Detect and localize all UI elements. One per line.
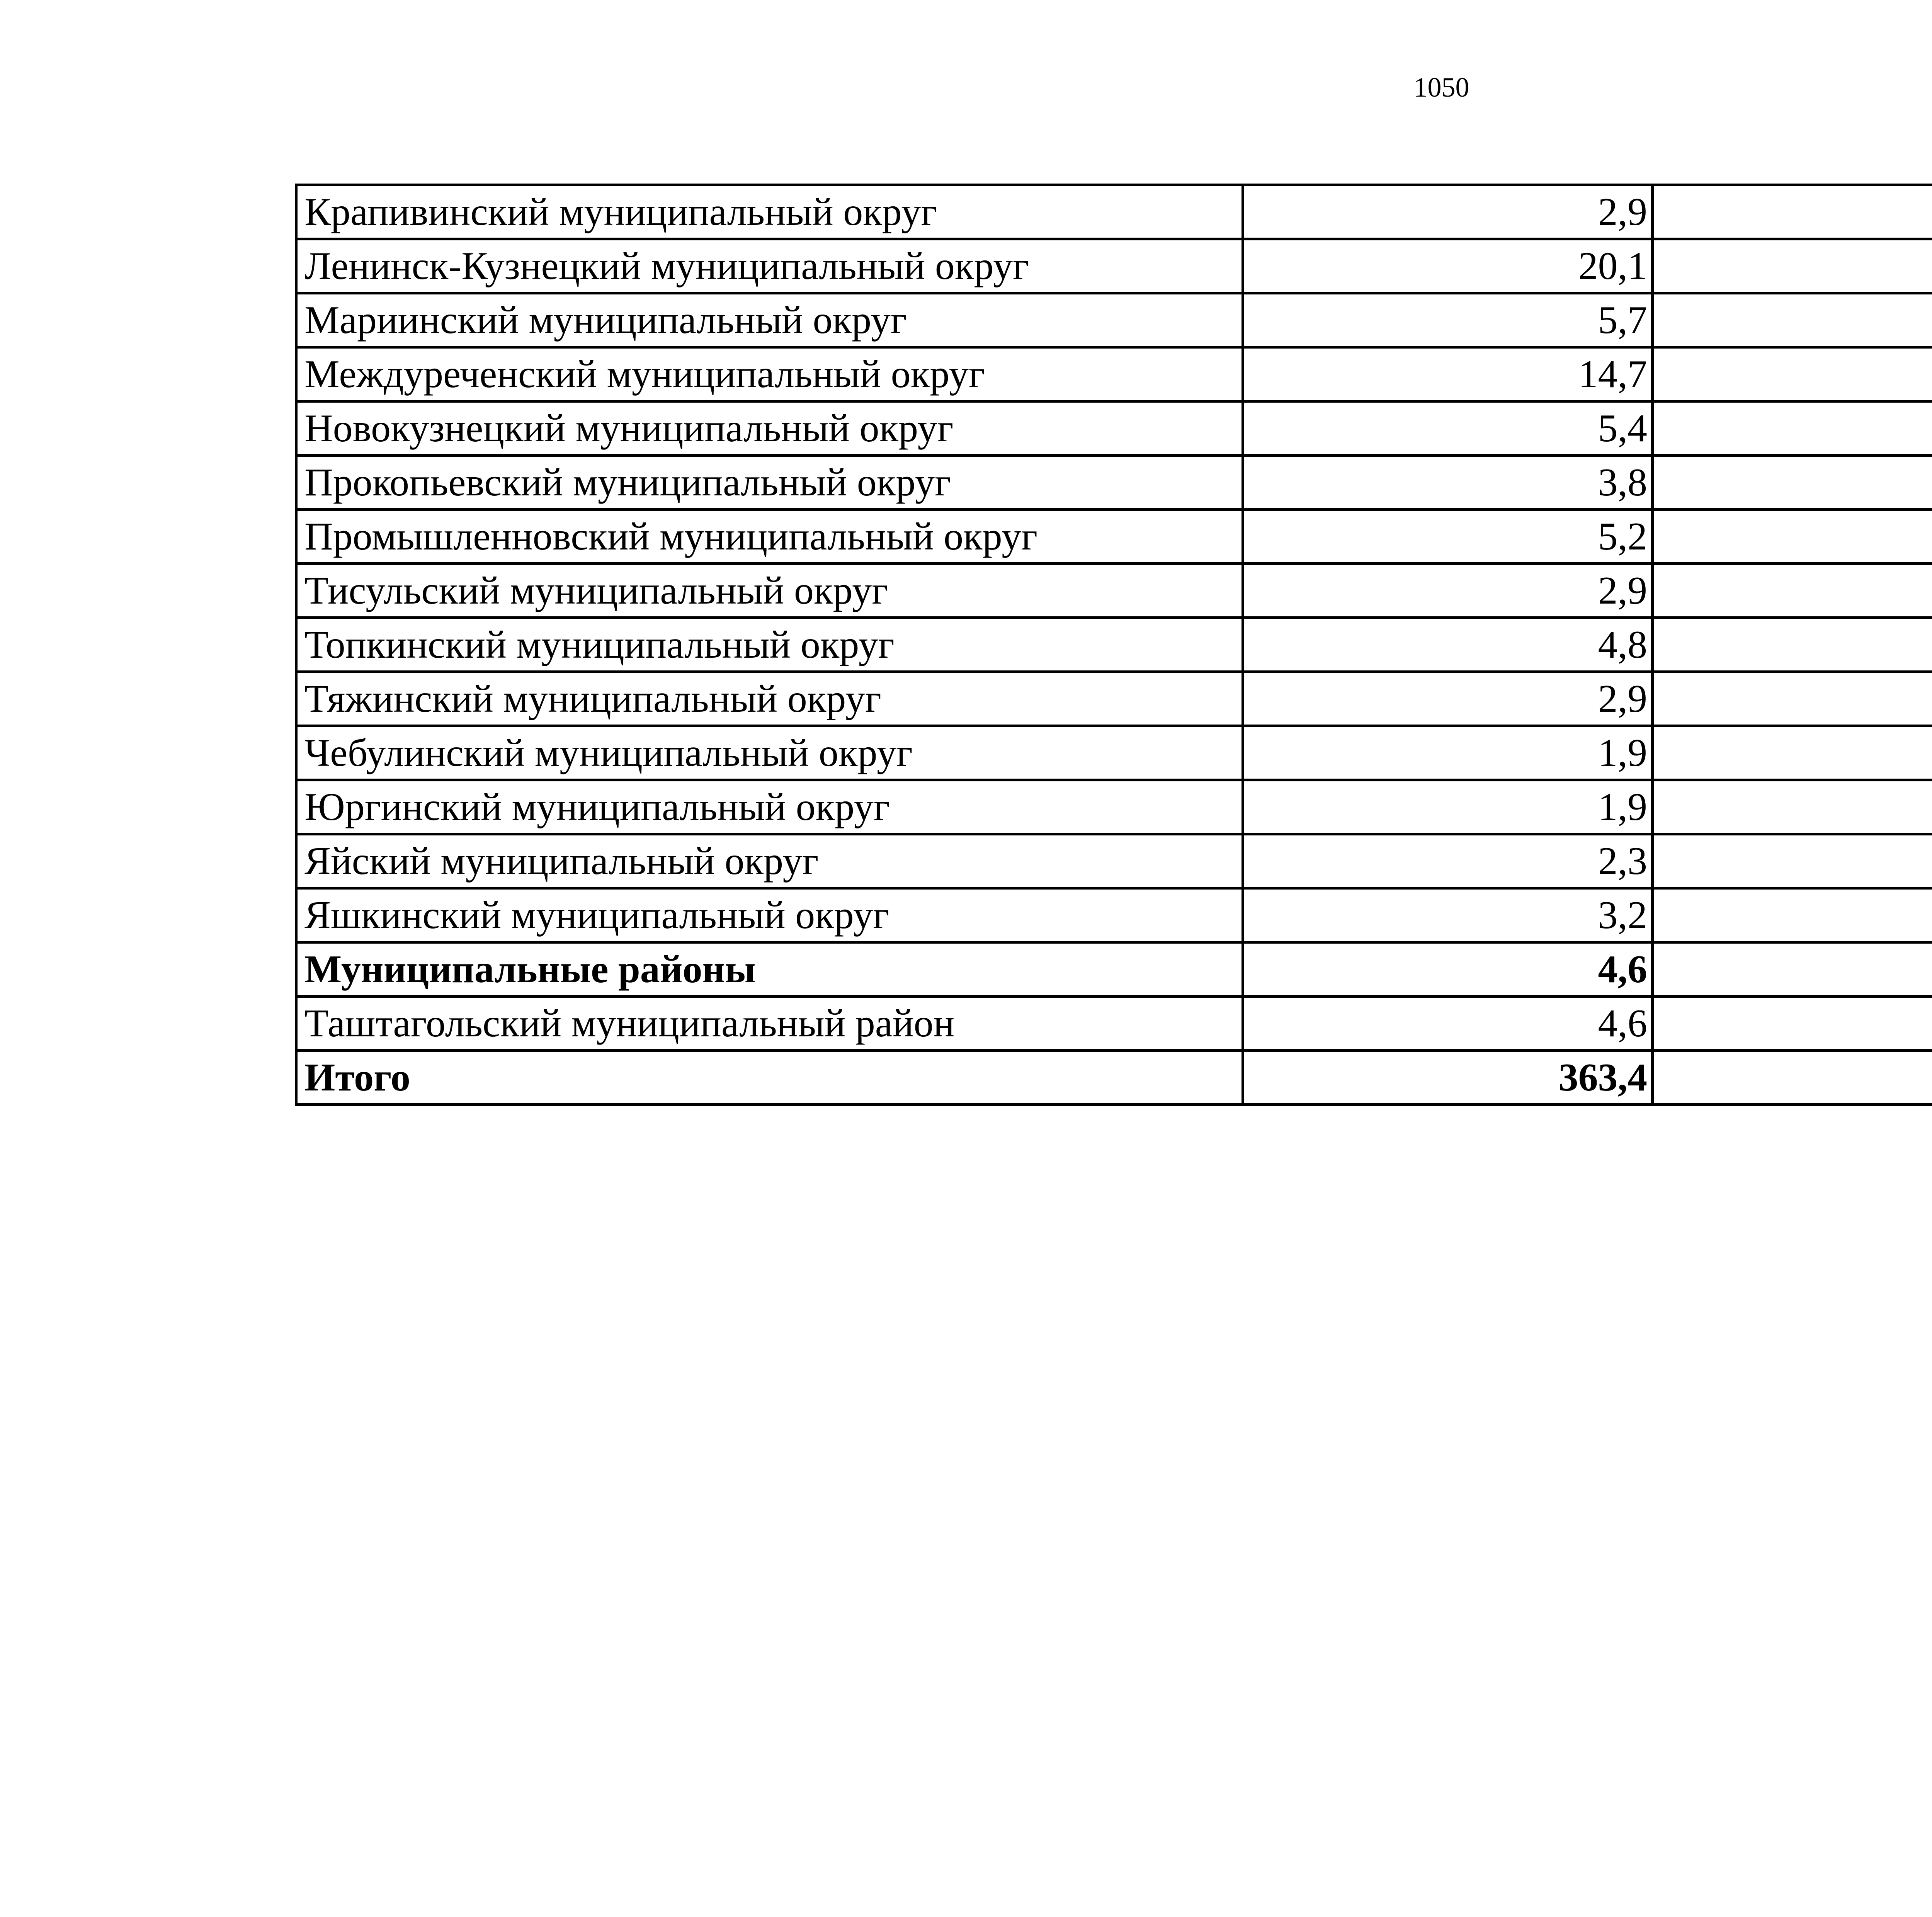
value-col-2-cell	[1653, 239, 1932, 293]
table-row	[296, 185, 1932, 239]
value-col-2-cell	[1653, 1051, 1932, 1105]
municipality-name-cell: Итого	[296, 1051, 1243, 1105]
table-row	[296, 347, 1932, 401]
municipality-name-cell: Яшкинский муниципальный округ	[296, 888, 1243, 942]
municipality-name-cell: Тяжинский муниципальный округ	[296, 672, 1243, 726]
municipality-name-cell: Ленинск-Кузнецкий муниципальный округ	[296, 239, 1243, 293]
table-row	[296, 726, 1932, 780]
municipality-name-cell: Мариинский муниципальный округ	[296, 293, 1243, 347]
value-col-2-cell	[1653, 780, 1932, 834]
municipality-name-cell: Чебулинский муниципальный округ	[296, 726, 1243, 780]
value-col-2-cell	[1653, 942, 1932, 997]
value-col-1-cell: 2,3	[1243, 834, 1653, 888]
table-row	[296, 618, 1932, 672]
municipality-name-cell: Крапивинский муниципальный округ	[296, 185, 1243, 239]
table-row	[296, 997, 1932, 1051]
value-col-2-cell	[1653, 293, 1932, 347]
value-col-1-cell: 1,9	[1243, 780, 1653, 834]
table-row	[296, 401, 1932, 456]
value-col-2-cell	[1653, 510, 1932, 564]
value-col-1-cell: 4,6	[1243, 942, 1653, 997]
value-col-1-cell: 4,6	[1243, 997, 1653, 1051]
table-row	[296, 456, 1932, 510]
value-col-2-cell	[1653, 564, 1932, 618]
table-row	[296, 834, 1932, 888]
value-col-1-cell: 2,9	[1243, 564, 1653, 618]
municipality-name-cell: Новокузнецкий муниципальный округ	[296, 401, 1243, 456]
value-col-1-cell: 5,2	[1243, 510, 1653, 564]
page-number: 1050	[1413, 72, 1469, 103]
value-col-2-cell	[1653, 726, 1932, 780]
table-row-total	[296, 942, 1932, 997]
value-col-2-cell	[1653, 672, 1932, 726]
value-col-2-cell	[1653, 456, 1932, 510]
value-col-1-cell: 20,1	[1243, 239, 1653, 293]
table-row	[296, 888, 1932, 942]
municipality-name-cell: Топкинский муниципальный округ	[296, 618, 1243, 672]
data-table	[295, 184, 1932, 1106]
value-col-1-cell: 4,8	[1243, 618, 1653, 672]
table-body	[296, 185, 1932, 1105]
value-col-1-cell: 5,7	[1243, 293, 1653, 347]
value-col-2-cell	[1653, 618, 1932, 672]
value-col-1-cell: 2,9	[1243, 672, 1653, 726]
value-col-2-cell	[1653, 997, 1932, 1051]
value-col-1-cell: 14,7	[1243, 347, 1653, 401]
table-row	[296, 564, 1932, 618]
municipality-name-cell: Муниципальные районы	[296, 942, 1243, 997]
value-col-2-cell	[1653, 888, 1932, 942]
municipality-name-cell: Междуреченский муниципальный округ	[296, 347, 1243, 401]
value-col-2-cell	[1653, 347, 1932, 401]
municipality-name-cell: Яйский муниципальный округ	[296, 834, 1243, 888]
value-col-1-cell: 3,8	[1243, 456, 1653, 510]
municipality-name-cell: Тисульский муниципальный округ	[296, 564, 1243, 618]
table-row	[296, 293, 1932, 347]
table-row-total	[296, 1051, 1932, 1105]
table-row	[296, 780, 1932, 834]
table-row	[296, 239, 1932, 293]
value-col-1-cell: 1,9	[1243, 726, 1653, 780]
value-col-2-cell	[1653, 834, 1932, 888]
table-row	[296, 510, 1932, 564]
value-col-1-cell: 5,4	[1243, 401, 1653, 456]
municipality-name-cell: Прокопьевский муниципальный округ	[296, 456, 1243, 510]
municipality-name-cell: Таштагольский муниципальный район	[296, 997, 1243, 1051]
municipality-name-cell: Юргинский муниципальный округ	[296, 780, 1243, 834]
value-col-2-cell	[1653, 401, 1932, 456]
municipality-name-cell: Промышленновский муниципальный округ	[296, 510, 1243, 564]
value-col-1-cell: 2,9	[1243, 185, 1653, 239]
value-col-2-cell	[1653, 185, 1932, 239]
table-row	[296, 672, 1932, 726]
value-col-1-cell: 3,2	[1243, 888, 1653, 942]
value-col-1-cell: 363,4	[1243, 1051, 1653, 1105]
